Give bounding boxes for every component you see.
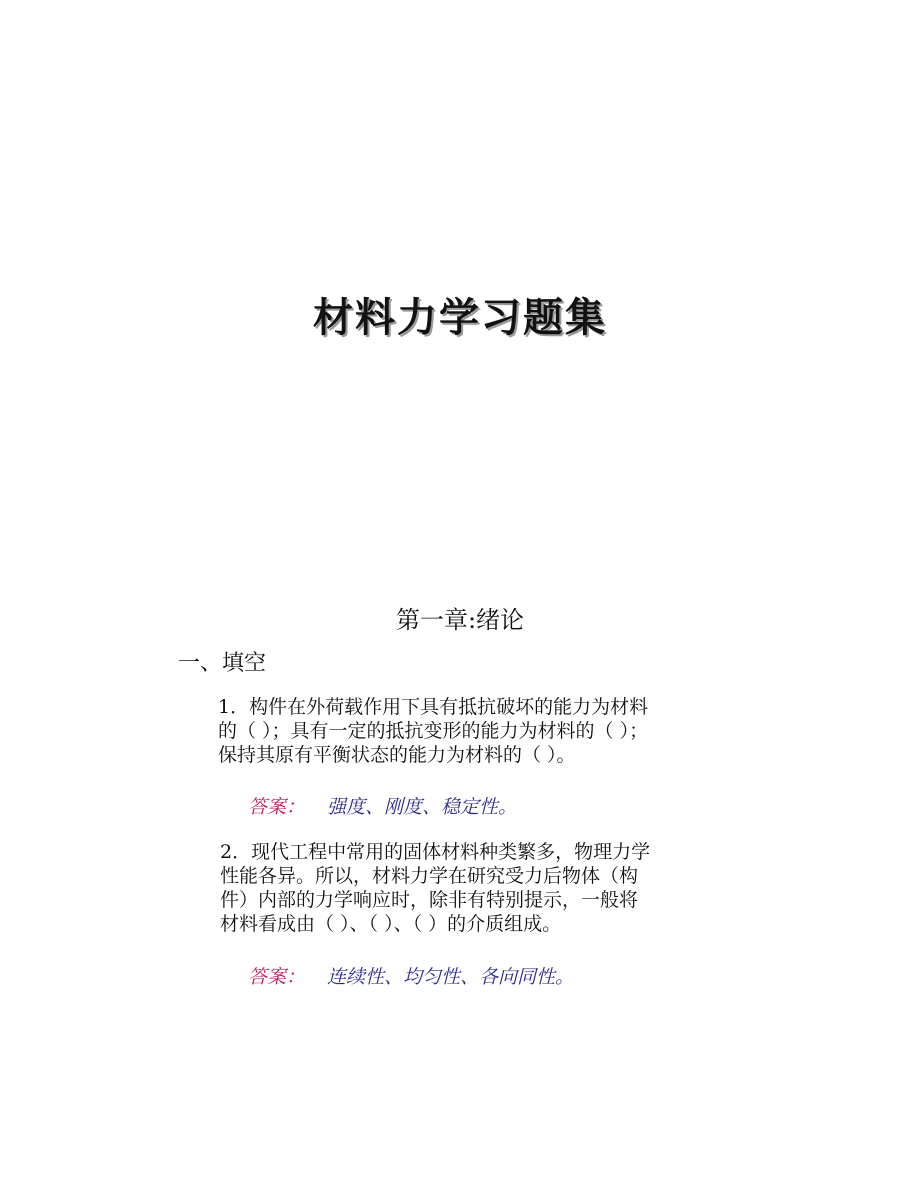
question-1 (218, 695, 738, 767)
answer-1 (248, 792, 517, 819)
answer-label: 答案： (248, 796, 306, 818)
answer-text: 强度、刚度、稳定性。 (327, 796, 518, 818)
answer-2 (248, 962, 574, 989)
question-line: 2．现代工程中常用的固体材料种类繁多，物理力学 (220, 841, 651, 863)
answer-label: 答案： (248, 966, 306, 988)
question-line: 性能各异。所以，材料力学在研究受力后物体（构 (220, 865, 639, 887)
document-title: 材料力学习题集 (313, 295, 607, 341)
answer-text: 连续性、均匀性、各向同性。 (327, 966, 575, 988)
question-2 (220, 840, 720, 936)
question-line: 的（ ）；具有一定的抵抗变形的能力为材料的（ ）； (218, 720, 649, 742)
chapter-title: 第一章:绪论 (395, 606, 525, 634)
question-line: 保持其原有平衡状态的能力为材料的（ ）。 (218, 744, 576, 766)
question-line: 件）内部的力学响应时，除非有特别提示，一般将 (220, 889, 639, 911)
section-heading: 一、填空 (178, 651, 267, 676)
question-line: 1．构件在外荷载作用下具有抵抗破坏的能力为材料 (218, 696, 649, 718)
question-line: 材料看成由（ ）、（ ）、（ ）的介质组成。 (220, 913, 562, 935)
